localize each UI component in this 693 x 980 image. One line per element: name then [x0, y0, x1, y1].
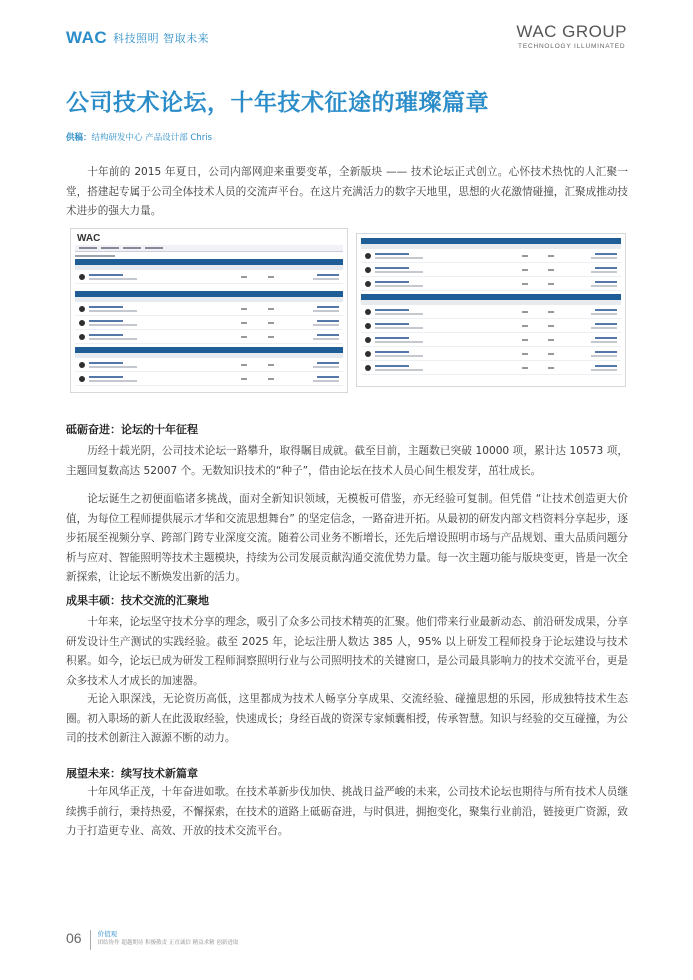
byline [66, 131, 212, 143]
article-title: 公司技术论坛，十年技术征途的璀璨篇章 [66, 90, 489, 116]
forum-screenshot-right [356, 233, 626, 387]
logo-tagline: 科技照明 智取未来 [113, 32, 210, 45]
page-number: 06 [66, 930, 82, 946]
forum-logo: WAC [77, 233, 101, 244]
forum-column-header [75, 297, 343, 302]
section-heading: 成果丰硕：技术交流的汇聚地 [66, 594, 209, 607]
forum-row [75, 359, 343, 372]
forum-row [361, 306, 621, 319]
forum-row [361, 320, 621, 333]
forum-row [361, 348, 621, 361]
forum-row [361, 278, 621, 291]
forum-column-header [75, 353, 343, 358]
byline-source: 结构研发中心 产品设计部 Chris [91, 133, 213, 143]
section-heading: 砥砺奋进：论坛的十年征程 [66, 423, 198, 436]
forum-nav-bar [75, 245, 343, 252]
section-heading: 展望未来：续写技术新篇章 [66, 767, 198, 780]
wac-group-logo [516, 22, 627, 50]
footer-divider [90, 930, 91, 950]
forum-row [361, 264, 621, 277]
body-paragraph: 论坛诞生之初便面临诸多挑战，面对全新知识领域，无模板可借鉴，亦无经验可复制。但凭借 “让技术创造更大价值，为每位工程师提供展示才华和交流思想舞台” 的坚定信念，一路奋进开拓。从最初的研发内部文档资料分享起步，逐步拓展至视频分享、跨部门跨专业深度交流。随着公司业务不断增长，还先后增设照明市场与产品规划、重大品质问题分析与应对、智能照明等技术主题模块，持续为公司发展贡献沟通交流优势力量。每一次主题功能与版块变更，皆是一次全新探索，让论坛不断焕发出新的活力。 [66, 493, 628, 583]
body-paragraph: 历经十载光阴，公司技术论坛一路攀升，取得瞩目成就。截至目前，主题数已突破 10000 项，累计达 10573 项，主题回复数高达 52007 个。无数知识技术的“种子”，借由论坛在技术人员心间生根发芽，茁壮成长。 [66, 445, 628, 477]
forum-row [361, 362, 621, 375]
body-paragraph: 十年来，论坛坚守技术分享的理念，吸引了众多公司技术精英的汇聚。他们带来行业最新动态、前沿研发成果，分享研发设计生产测试的实践经验。截至 2025 年，论坛注册人数达 385 人，95% 以上研发工程师投身于论坛建设与技术积累。如今，论坛已成为研发工程师洞察照明行业与公司照明技术的关键窗口，是公司最具影响力的技术交流平台，更是众多技术人才成长的加速器。 [66, 616, 628, 687]
forum-breadcrumb [75, 255, 115, 257]
forum-row [75, 317, 343, 330]
footer-values [98, 930, 239, 948]
forum-row [361, 250, 621, 263]
forum-column-header [361, 244, 621, 249]
forum-column-header [75, 265, 343, 270]
body-paragraph: 无论入职深浅，无论资历高低，这里都成为技术人畅享分享成果、交流经验、碰撞思想的乐园，形成独特技术生态圈。初入职场的新人在此汲取经验，快速成长；身经百战的资深专家倾囊相授，传承智慧。知识与经验的交互碰撞，为公司的技术创新注入源源不断的动力。 [66, 693, 628, 744]
forum-row [75, 373, 343, 386]
forum-row [75, 331, 343, 344]
forum-screenshot-left [70, 228, 348, 393]
group-subtitle: TECHNOLOGY ILLUMINATED [518, 43, 626, 50]
body-paragraph: 十年风华正茂，十年奋进如歌。在技术革新步伐加快、挑战日益严峻的未来，公司技术论坛也期待与所有技术人员继续携手前行，秉持热爱，不懈探索，在技术的道路上砥砺奋进，与时俱进，拥抱变化，聚集行业前沿，链接更广资源，致力于打造更专业、高效、开放的技术交流平台。 [66, 786, 628, 837]
page-header [0, 0, 693, 60]
forum-column-header [361, 300, 621, 305]
group-name: WAC GROUP [516, 22, 627, 41]
forum-row [75, 303, 343, 316]
logo-wordmark: WAC [66, 28, 108, 47]
forum-row [75, 271, 343, 284]
forum-row [361, 334, 621, 347]
footer-values-label: 价值观 [97, 930, 118, 938]
page-footer [66, 930, 238, 950]
footer-values-list: 团结协作 超越期待 积极敬责 正直诚信 精益求精 创新进取 [97, 940, 239, 946]
intro-paragraph: 十年前的 2015 年夏日，公司内部网迎来重要变革，全新版块 —— 技术论坛正式创立。心怀技术热忱的人汇聚一堂，搭建起专属于公司全体技术人员的交流声平台。在这片充满活力的数字天地里，思想的火花激情碰撞，汇聚成推动技术进步的强大力量。 [66, 166, 628, 217]
byline-label: 供稿： [66, 133, 92, 143]
wac-logo [66, 28, 209, 48]
